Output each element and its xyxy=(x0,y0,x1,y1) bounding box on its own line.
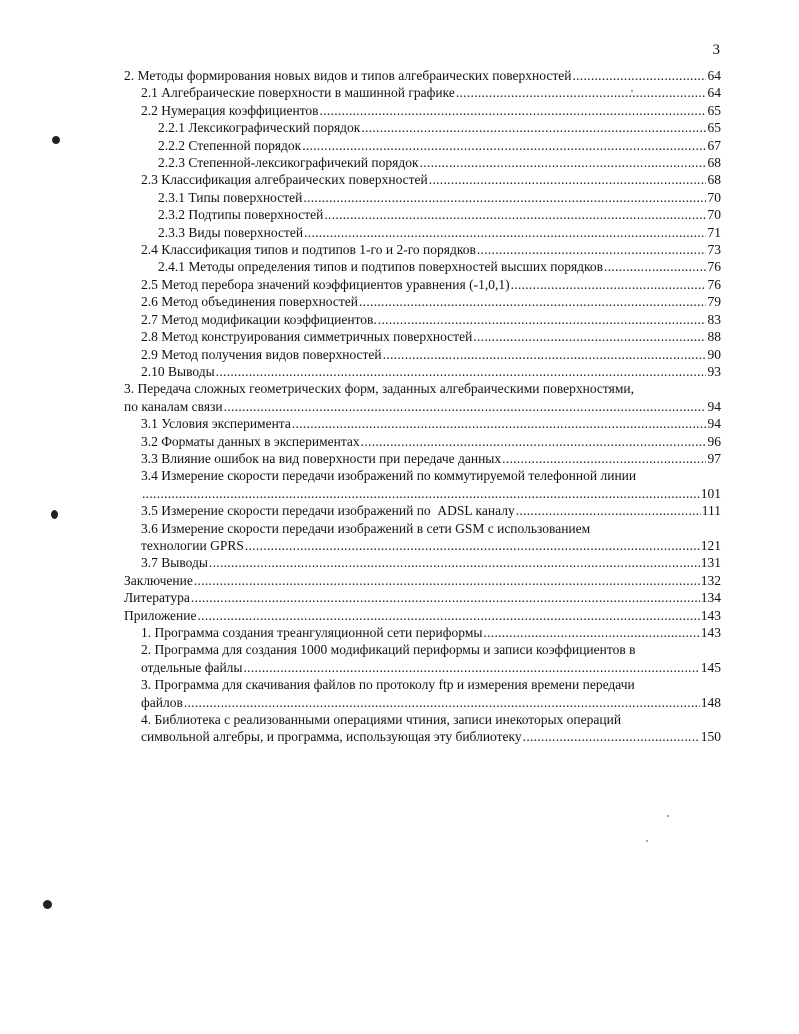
toc-entry xyxy=(124,433,721,450)
toc-entry-page: 83 xyxy=(707,311,721,327)
toc-entry xyxy=(124,258,721,275)
toc-entry xyxy=(124,589,721,606)
toc-entry-title: 2.1 Алгебраические поверхности в машинной графике xyxy=(141,85,455,101)
toc-entry xyxy=(124,224,721,241)
toc-leader-dots xyxy=(142,485,700,502)
toc-entry-page: 111 xyxy=(701,503,721,519)
toc-entry xyxy=(124,485,721,502)
toc-entry-page: 94 xyxy=(707,398,721,414)
toc-leader-dots xyxy=(502,450,706,467)
toc-leader-dots xyxy=(429,171,706,188)
toc-entry-title: 2.5 Метод перебора значений коэффициентов уравнения (-1,0,1) xyxy=(141,276,510,292)
toc-entry xyxy=(124,293,721,310)
toc-entry-title: Заключение xyxy=(124,572,193,588)
toc-entry xyxy=(124,572,721,589)
toc-entry xyxy=(124,728,721,745)
toc-leader-dots xyxy=(292,415,706,432)
toc-entry-title: 2.2 Нумерация коэффициентов xyxy=(141,102,319,118)
toc-leader-dots xyxy=(511,276,706,293)
toc-entry-title: 2. Методы формирования новых видов и типов алгебраических поверхностей xyxy=(124,68,572,83)
toc-entry-title: 2.7 Метод модификации коэффициентов. xyxy=(141,311,377,327)
toc-entry-title-line: 4. Библиотека с реализованными операциями чтиния, записи инекоторых операций xyxy=(141,712,622,728)
toc-entry xyxy=(124,276,721,293)
toc-entry-title: 3.2 Форматы данных в экспериментах xyxy=(141,433,360,449)
toc-leader-dots xyxy=(324,206,706,223)
toc-leader-dots xyxy=(473,328,706,345)
toc-leader-dots xyxy=(224,398,706,415)
toc-entry xyxy=(124,398,721,415)
toc-entry-title: 2.8 Метод конструирования симметричных поверхностей xyxy=(141,329,473,345)
toc-entry-page: 94 xyxy=(707,416,721,432)
toc-leader-dots xyxy=(243,659,699,676)
toc-entry-page: 64 xyxy=(707,68,721,83)
toc-entry-page: 71 xyxy=(707,224,721,240)
toc-entry xyxy=(124,554,721,571)
toc-entry xyxy=(124,415,721,432)
toc-entry-title: 2.3.3 Виды поверхностей xyxy=(158,224,304,240)
toc-entry-title-line: 3.4 Измерение скорости передачи изображений по коммутируемой телефонной линии xyxy=(141,468,637,484)
toc-entry-page: 67 xyxy=(707,137,721,153)
toc-leader-dots xyxy=(361,433,706,450)
toc-entry-page: 121 xyxy=(700,537,721,553)
toc-leader-dots xyxy=(216,363,706,380)
toc-entry xyxy=(124,694,721,711)
toc-entry xyxy=(124,137,721,154)
toc-entry xyxy=(124,624,721,641)
toc-entry xyxy=(124,363,721,380)
toc-entry-title: 2.6 Метод объединения поверхностей xyxy=(141,294,358,310)
toc-leader-dots xyxy=(184,694,700,711)
toc-entry-title: 3.3 Влияние ошибок на вид поверхности при передаче данных xyxy=(141,450,502,466)
scan-dust-2 xyxy=(667,815,669,817)
toc-entry-title: файлов xyxy=(141,694,183,710)
toc-entry-page: 143 xyxy=(700,625,721,640)
toc-entry-title: 2.2.2 Степенной порядок xyxy=(158,137,302,153)
toc-leader-dots xyxy=(420,154,706,171)
toc-entry xyxy=(124,241,721,258)
toc-entry-title: 3.5 Измерение скорости передачи изображений по ADSL каналу xyxy=(141,503,515,519)
toc-entry xyxy=(124,328,721,345)
toc-entry xyxy=(124,119,721,136)
toc-entry-page: 101 xyxy=(700,485,721,501)
scan-speck-2 xyxy=(51,510,58,519)
toc-leader-dots xyxy=(191,589,700,606)
toc-leader-dots xyxy=(302,137,706,154)
toc-entry-title: 2.4.1 Методы определения типов и подтипов поверхностей высших порядков xyxy=(158,259,604,275)
toc-entry-title: 2.10 Выводы xyxy=(141,363,215,379)
toc-leader-dots xyxy=(304,224,706,241)
toc-entry-title: по каналам связи xyxy=(124,398,223,414)
toc-entry-page: 143 xyxy=(700,607,721,623)
toc-entry-title: 3.1 Условия эксперимента xyxy=(141,416,291,432)
scan-dust-3 xyxy=(646,840,648,842)
toc-entry xyxy=(124,84,721,101)
toc-entry-page: 65 xyxy=(707,120,721,136)
toc-leader-dots xyxy=(209,554,700,571)
toc-entry-title: отдельные файлы xyxy=(141,659,243,675)
scan-dust-1 xyxy=(631,90,633,92)
toc-entry-page: 70 xyxy=(707,207,721,223)
toc-entry-title: 2.2.1 Лексикографический порядок xyxy=(158,120,361,136)
toc-entry-page: 68 xyxy=(707,172,721,188)
toc-leader-dots xyxy=(477,241,706,258)
toc-leader-dots xyxy=(483,624,699,641)
toc-entry xyxy=(124,154,721,171)
toc-entry-title: 1. Программа создания треангуляционной сети периформы xyxy=(141,625,483,640)
toc-entry-page: 65 xyxy=(707,102,721,118)
toc-entry-title-line: 3. Программа для скачивания файлов по протоколу ftp и измерения времени передачи xyxy=(141,677,635,693)
toc-leader-dots xyxy=(572,67,706,84)
toc-entry-title-line: 3. Передача сложных геометрических форм, заданных алгебраическими поверхностями, xyxy=(124,381,634,397)
toc-entry-page: 76 xyxy=(707,276,721,292)
toc-entry-page: 148 xyxy=(700,694,721,710)
toc-entry xyxy=(124,102,721,119)
toc-entry xyxy=(124,537,721,554)
toc-entry-page: 131 xyxy=(700,555,721,571)
toc-leader-dots xyxy=(456,84,706,101)
toc-entry-title: 2.4 Классификация типов и подтипов 1-го и 2-го порядков xyxy=(141,242,476,258)
toc-entry-title: 3.7 Выводы xyxy=(141,555,208,571)
toc-leader-dots xyxy=(197,607,699,624)
toc-entry-title: Литература xyxy=(124,590,190,606)
toc-entry xyxy=(124,67,721,84)
toc-entry-page: 132 xyxy=(700,572,721,588)
toc-leader-dots xyxy=(320,102,706,119)
toc-entry xyxy=(124,189,721,206)
scan-speck-3 xyxy=(43,900,52,909)
toc-leader-dots xyxy=(604,258,706,275)
toc-entry-title: символьной алгебры, и программа, использующая эту библиотеку xyxy=(141,729,522,745)
toc-entry xyxy=(124,607,721,624)
scan-speck-1 xyxy=(52,136,60,144)
toc-leader-dots xyxy=(378,311,706,328)
toc-entry-page: 90 xyxy=(707,346,721,362)
toc-entry xyxy=(124,311,721,328)
toc-entry-title: Приложение xyxy=(124,607,197,623)
toc-entry-page: 79 xyxy=(707,294,721,310)
toc-entry-title: 2.9 Метод получения видов поверхностей xyxy=(141,346,382,362)
toc-entry-page: 70 xyxy=(707,189,721,205)
toc-entry-title-line: 2. Программа для создания 1000 модификаций периформы и записи коэффициентов в xyxy=(141,642,636,658)
toc-leader-dots xyxy=(383,346,706,363)
toc-entry-page: 134 xyxy=(700,590,721,606)
toc-entry-page: 150 xyxy=(700,729,721,745)
toc-entry-page: 68 xyxy=(707,155,721,171)
toc-leader-dots xyxy=(523,728,700,745)
toc-entry xyxy=(124,346,721,363)
toc-leader-dots xyxy=(245,537,700,554)
toc-entry-title: 2.3.1 Типы поверхностей xyxy=(158,189,303,205)
toc-entry xyxy=(124,171,721,188)
toc-entry xyxy=(124,659,721,676)
toc-entry xyxy=(124,450,721,467)
toc-leader-dots xyxy=(303,189,706,206)
table-of-contents xyxy=(124,67,721,746)
toc-leader-dots xyxy=(361,119,706,136)
toc-leader-dots xyxy=(516,502,701,519)
toc-entry-title: 2.2.3 Степенной-лексикографичекий порядок xyxy=(158,155,419,171)
toc-entry-title-line: 3.6 Измерение скорости передачи изображений в сети GSM с использованием xyxy=(141,520,591,536)
toc-entry xyxy=(124,206,721,223)
toc-entry-page: 93 xyxy=(707,363,721,379)
toc-leader-dots xyxy=(359,293,706,310)
toc-leader-dots xyxy=(194,572,700,589)
toc-entry-page: 64 xyxy=(707,85,721,101)
toc-entry-title: технологии GPRS xyxy=(141,537,244,553)
toc-entry-page: 97 xyxy=(707,450,721,466)
toc-entry-page: 73 xyxy=(707,242,721,258)
toc-entry-page: 145 xyxy=(700,659,721,675)
page-number: 3 xyxy=(712,42,720,58)
toc-entry-page: 96 xyxy=(707,433,721,449)
toc-entry-page: 88 xyxy=(707,329,721,345)
toc-entry-title: 2.3 Классификация алгебраических поверхностей xyxy=(141,172,428,188)
toc-entry-page: 76 xyxy=(707,259,721,275)
toc-entry-title: 2.3.2 Подтипы поверхностей xyxy=(158,207,324,223)
toc-entry xyxy=(124,502,721,519)
